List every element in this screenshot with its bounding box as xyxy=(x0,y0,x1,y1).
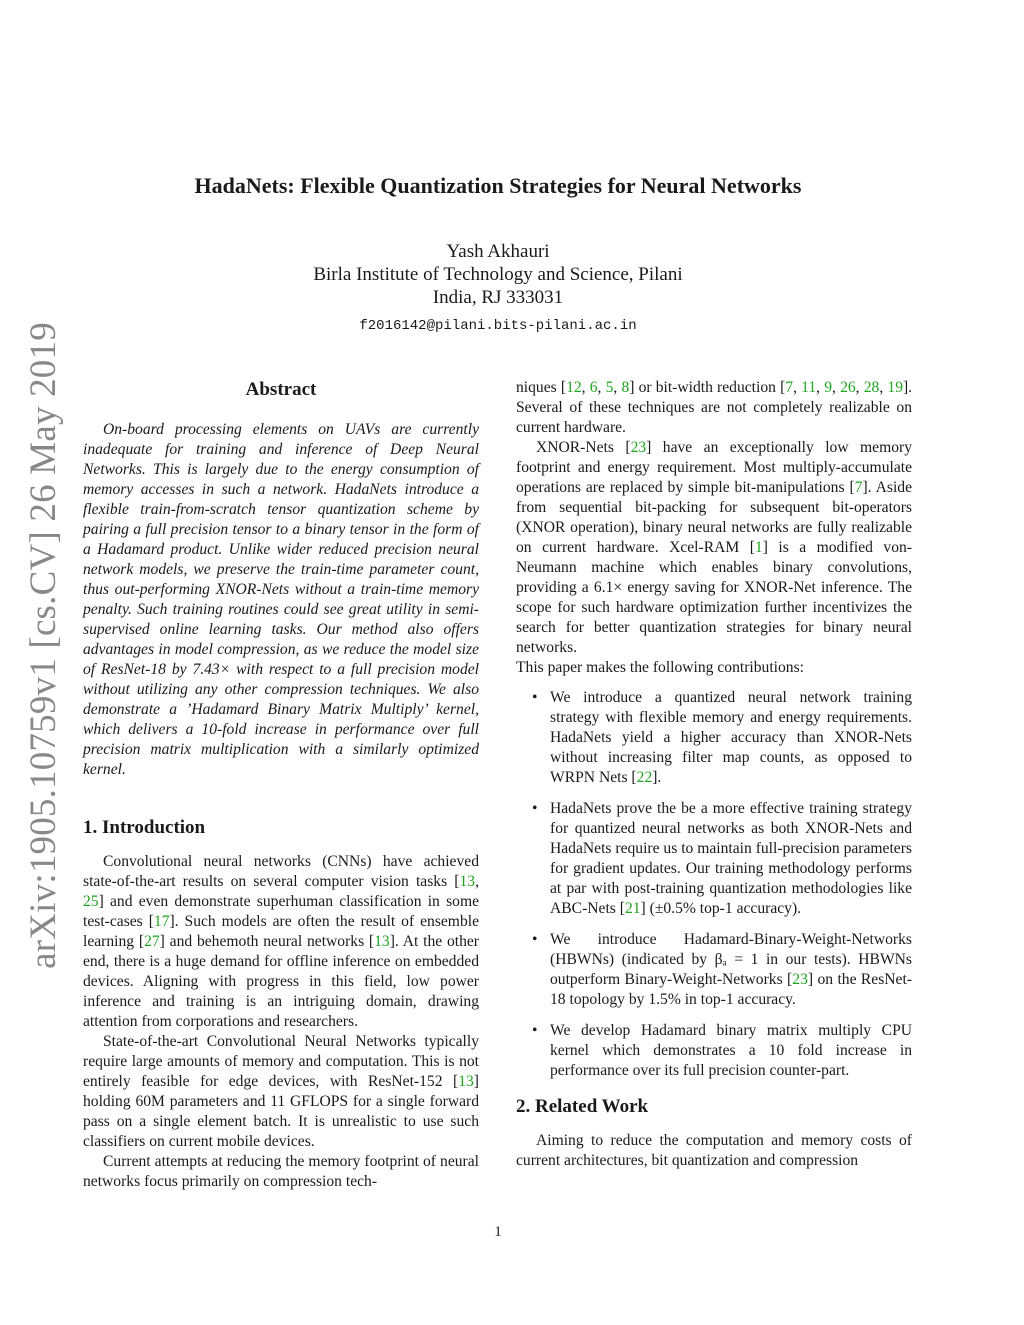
page-number: 1 xyxy=(494,1224,502,1240)
citation-link[interactable]: 13 xyxy=(374,933,390,950)
related-work-paragraph: Aiming to reduce the computation and memory costs of current architectures, bit quantization and compression xyxy=(516,1132,912,1169)
list-item: • We develop Hadamard binary matrix multiply CPU kernel which demonstrates a 10 fold increase in performance over its full precision counter-part. xyxy=(532,1022,912,1079)
author-email[interactable]: f2016142@pilani.bits-pilani.ac.in xyxy=(359,318,637,334)
citation-link[interactable]: 7 xyxy=(785,379,794,396)
list-item: • We introduce a quantized neural network training strategy with flexible memory and energy requirements. HadaNets yield a higher accuracy than XNOR-Nets without increasing filter map counts, as opposed to WRPN Nets [22]. xyxy=(532,689,912,786)
citation-link[interactable]: 12 xyxy=(566,379,582,396)
citation-link[interactable]: 13 xyxy=(458,1073,474,1090)
citation-link[interactable]: 26 xyxy=(840,379,856,396)
bullet-icon: • xyxy=(532,1022,538,1039)
right-paragraph-0: niques [12, 6, 5, 8] or bit-width reduction [7, 11, 9, 26, 28, 19]. Several of these techniques are not completely realizable on current hardware. xyxy=(516,379,913,436)
contributions-list xyxy=(516,688,912,1081)
citation-link[interactable]: 19 xyxy=(887,379,903,396)
citation-link[interactable]: 17 xyxy=(153,913,170,930)
paper-title: HadaNets: Flexible Quantization Strategies for Neural Networks xyxy=(194,173,802,198)
arxiv-sidebar xyxy=(18,321,68,969)
citation-link[interactable]: 22 xyxy=(636,769,653,786)
bullet-icon: • xyxy=(532,931,538,948)
citation-link[interactable]: 25 xyxy=(83,893,99,910)
citation-link[interactable]: 9 xyxy=(824,379,833,396)
citation-link[interactable]: 21 xyxy=(624,900,641,917)
abstract-heading: Abstract xyxy=(245,379,317,400)
intro-paragraph-1: Convolutional neural networks (CNNs) have achieved state-of-the-art results on several computer vision tasks [13, 25] and even demonstrate superhuman classification in some test-cases [17]. Such models are often the result of ensemble learning [27] and behemoth neural networks [13]. At the other end, there is a huge demand for offline inference on embedded devices. Aligning with progress in this field, low power inference and training is an intriguing domain, drawing attention from corporations and researchers. xyxy=(83,853,479,1030)
author-block xyxy=(0,240,996,338)
author-affiliation: Birla Institute of Technology and Science, Pilani xyxy=(313,264,683,285)
citation-link[interactable]: 1 xyxy=(754,539,763,556)
citation-link[interactable]: 13 xyxy=(459,873,476,890)
citation-link[interactable]: 23 xyxy=(630,439,647,456)
list-item: • We introduce Hadamard-Binary-Weight-Networks (HBWNs) (indicated by βₐ = 1 in our tests). HBWNs outperform Binary-Weight-Networks [23] on the ResNet-18 topology by 1.5% in top-1 accuracy. xyxy=(532,931,912,1008)
citation-link[interactable]: 8 xyxy=(621,379,630,396)
arxiv-identifier: arXiv:1905.10759v1 [cs.CV] 26 May 2019 xyxy=(22,321,64,969)
citation-link[interactable]: 28 xyxy=(863,379,880,396)
author-location: India, RJ 333031 xyxy=(432,287,564,308)
intro-paragraph-3: Current attempts at reducing the memory footprint of neural networks focus primarily on compression tech- xyxy=(83,1153,479,1190)
bullet-icon: • xyxy=(532,800,538,817)
list-item: • HadaNets prove the be a more effective training strategy for quantized neural networks as both XNOR-Nets and HadaNets require us to maintain full-precision parameters for gradient updates. Our training methodology performs at par with post-training quantization methodologies like ABC-Nets [21] (±0.5% top-1 accuracy). xyxy=(532,800,912,917)
left-column xyxy=(83,378,479,1192)
citation-link[interactable]: 5 xyxy=(605,379,614,396)
citation-link[interactable]: 11 xyxy=(801,379,817,396)
citation-link[interactable]: 23 xyxy=(792,971,808,988)
right-column xyxy=(516,378,912,1171)
introduction-heading: 1. Introduction xyxy=(83,817,206,838)
bullet-icon: • xyxy=(532,689,538,706)
author-name: Yash Akhauri xyxy=(446,241,550,262)
citation-link[interactable]: 27 xyxy=(144,933,160,950)
related-work-heading: 2. Related Work xyxy=(516,1096,649,1117)
contributions-intro: This paper makes the following contributions: xyxy=(516,659,804,676)
right-paragraph-1: XNOR-Nets [23] have an exceptionally low memory footprint and energy requirement. Most multiply-accumulate operations are replaced by simple bit-manipulations [7]. Aside from sequential bit-packing for subsequent bit-operators (XNOR operation), binary neural networks are fully realizable on current hardware. Xcel-RAM [1] is a modified von-Neumann machine which enables binary convolutions, providing a 6.1× energy saving for XNOR-Net inference. The scope for such hardware optimization further incentivizes the search for better quantization strategies for binary neural networks. xyxy=(516,439,912,656)
citation-link[interactable]: 6 xyxy=(589,379,598,396)
abstract-text: On-board processing elements on UAVs are currently inadequate for training and inference of Deep Neural Networks. This is largely due to the energy consumption of memory accesses in such a network. HadaNets introduce a flexible train-from-scratch tensor quantization scheme by pairing a full precision tensor to a binary tensor in the form of a Hadamard product. Unlike wider reduced precision neural network models, we preserve the train-time parameter count, thus out-performing XNOR-Nets without a train-time memory penalty. Such training routines could see great utility in semi-supervised online learning tasks. Our method also offers advantages in model compression, as we reduce the model size of ResNet-18 by 7.43× with respect to a full precision model without utilizing any other compression techniques. We also demonstrate a ’Hadamard Binary Matrix Multiply’ kernel, which delivers a 10-fold increase in performance over full precision matrix multiplication with a similarly optimized kernel. xyxy=(83,421,479,778)
intro-paragraph-2: State-of-the-art Convolutional Neural Networks typically require large amounts of memory and computation. This is not entirely feasible for edge devices, with ResNet-152 [13] holding 60M parameters and 11 GFLOPS for a single forward pass on a single element batch. It is unrealistic to use such classifiers on current mobile devices. xyxy=(83,1033,479,1150)
citation-link[interactable]: 7 xyxy=(854,479,863,496)
